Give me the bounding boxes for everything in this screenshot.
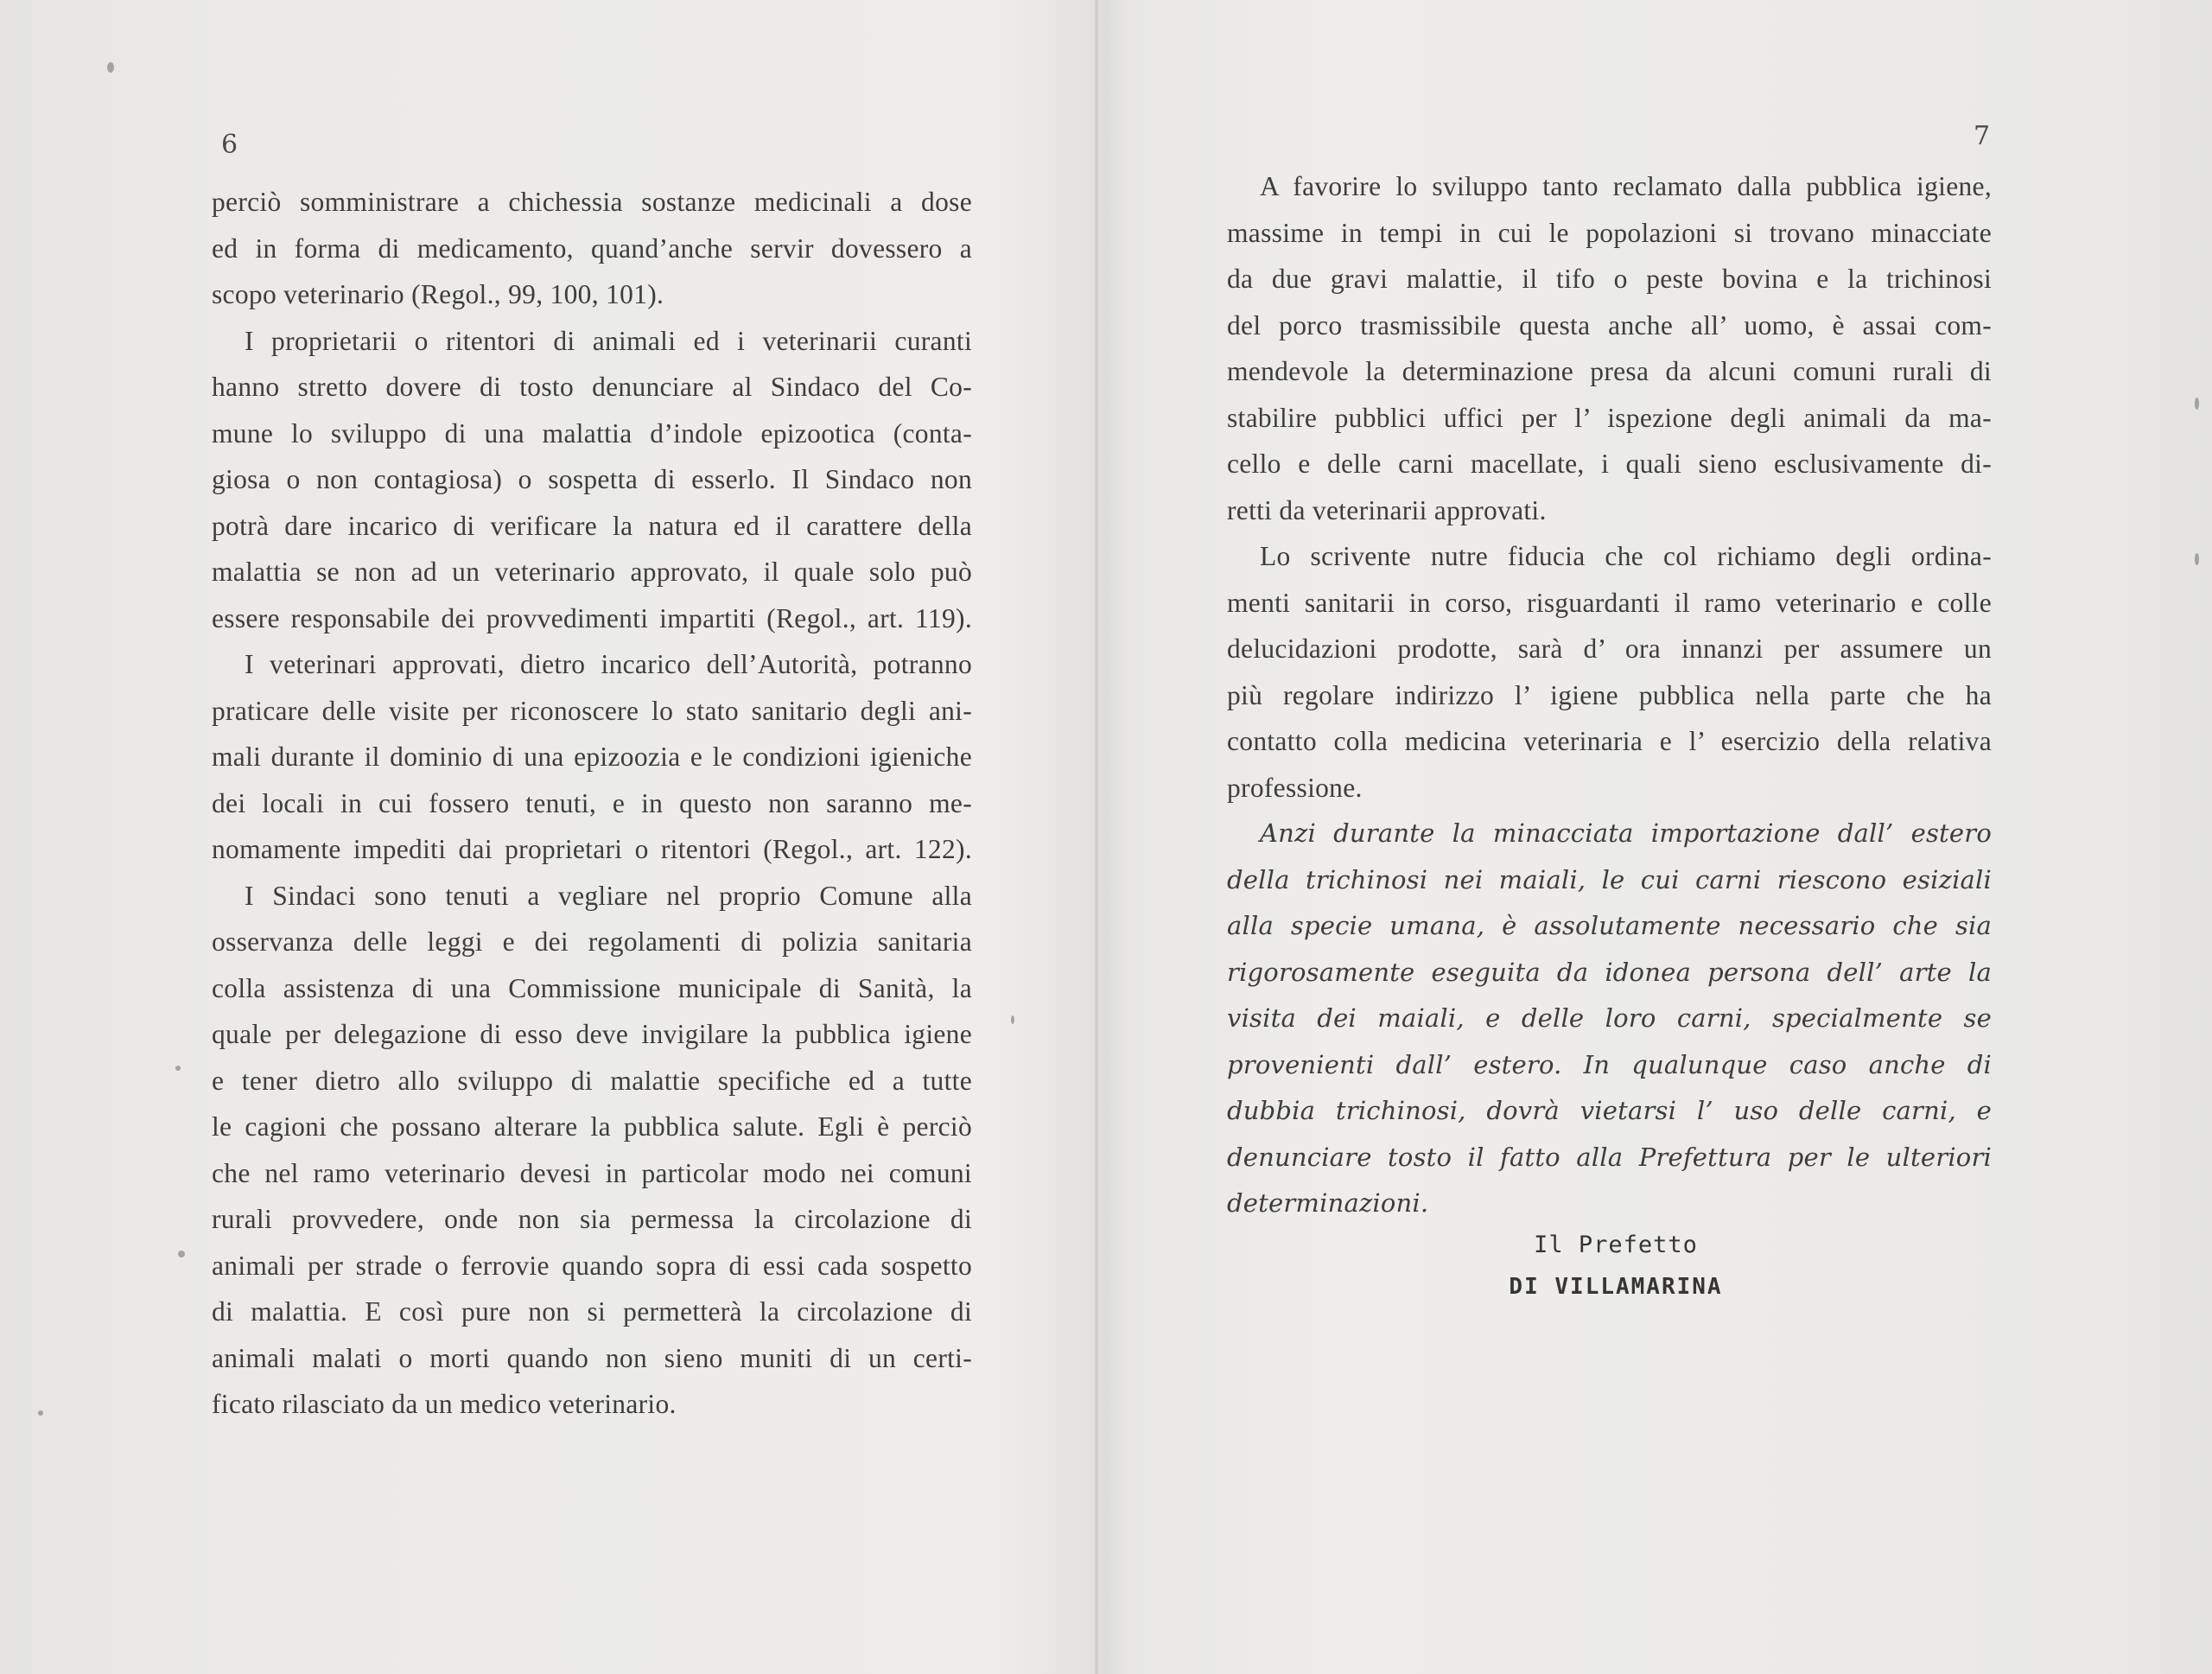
right-text-line: stabilire pubblici uffici per l’ ispezione degli animali da ma-: [1227, 402, 1992, 433]
paper-speck: [175, 1066, 181, 1071]
right-text-line: determinazioni.: [1227, 1188, 1429, 1218]
left-text-line: colla assistenza di una Commissione municipale di Sanità, la: [212, 972, 972, 1003]
left-text-line: ficato rilasciato da un medico veterinario.: [212, 1389, 677, 1419]
left-text-line: animali per strade o ferrovie quando sopra di essi cada sospetto: [212, 1250, 972, 1281]
left-text-line: I Sindaci sono tenuti a vegliare nel proprio Comune alla: [245, 880, 972, 911]
right-text-line: delucidazioni prodotte, sarà d’ ora innanzi per assumere un: [1227, 633, 1992, 664]
left-text-line: nomamente impediti dai proprietari o ritentori (Regol., art. 122).: [212, 834, 972, 864]
paper-speck: [1011, 1015, 1014, 1024]
left-text-line: perciò somministrare a chichessia sostanze medicinali a dose: [212, 187, 972, 217]
left-page-body: [212, 179, 972, 1428]
right-page-number: 7: [1974, 121, 1991, 151]
paper-speck: [38, 1410, 43, 1416]
right-text-line: retti da veterinarii approvati.: [1227, 494, 1547, 525]
right-text-line: rigorosamente eseguita da idonea persona dell’ arte la: [1227, 957, 1992, 987]
left-text-line: scopo veterinario (Regol., 99, 100, 101).: [212, 279, 664, 309]
left-page-number: 6: [221, 130, 238, 160]
signature-title: Il Prefetto: [1534, 1232, 1698, 1258]
left-text-line: potrà dare incarico di verificare la natura ed il carattere della: [212, 510, 972, 541]
left-text-line: mune lo sviluppo di una malattia d’indole epizootica (conta-: [212, 417, 972, 449]
left-text-line: I proprietarii o ritentori di animali ed i veterinarii curanti: [245, 325, 972, 356]
right-text-line: massime in tempi in cui le popolazioni si trovano minacciate: [1227, 217, 1992, 248]
left-text-line: osservanza delle leggi e dei regolamenti di polizia sanitaria: [212, 926, 972, 957]
right-text-line: alla specie umana, è assolutamente necessario che sia: [1227, 911, 1992, 940]
left-text-line: hanno stretto dovere di tosto denunciare al Sindaco del Co-: [212, 372, 972, 402]
left-text-line: che nel ramo veterinario devesi in particolar modo nei comuni: [212, 1157, 972, 1188]
left-text-line: animali malati o morti quando non sieno muniti di un certi-: [212, 1342, 972, 1373]
left-text-line: di malattia. E così pure non si permetterà la circolazione di: [212, 1296, 972, 1327]
right-text-line: contatto colla medicina veterinaria e l’ esercizio della relativa: [1227, 726, 1992, 756]
right-text-line: cello e delle carni macellate, i quali sieno esclusivamente di-: [1227, 449, 1992, 479]
right-text-line: mendevole la determinazione presa da alcuni comuni rurali di: [1227, 356, 1992, 386]
right-text-line: denunciare tosto il fatto alla Prefettura per le ulteriori: [1227, 1142, 1992, 1172]
right-text-line: da due gravi malattie, il tifo o peste bovina e la trichinosi: [1227, 264, 1992, 294]
left-text-line: mali durante il dominio di una epizoozia e le condizioni igieniche: [212, 742, 972, 772]
paper-speck: [2195, 398, 2199, 410]
left-text-line: essere responsabile dei provvedimenti impartiti (Regol., art. 119).: [212, 602, 972, 633]
right-text-line: professione.: [1227, 772, 1363, 803]
left-text-line: le cagioni che possano alterare la pubblica salute. Egli è perciò: [212, 1111, 972, 1142]
left-text-line: rurali provvedere, onde non sia permessa la circolazione di: [212, 1204, 972, 1234]
left-text-line: ed in forma di medicamento, quand’anche servir dovessero a: [212, 232, 972, 264]
left-text-line: praticare delle visite per riconoscere lo stato sanitario degli ani-: [212, 695, 972, 726]
right-text-line: più regolare indirizzo l’ igiene pubblica nella parte che ha: [1227, 679, 1992, 710]
paper-speck: [2195, 553, 2199, 565]
left-text-line: dei locali in cui fossero tenuti, e in questo non saranno me-: [212, 787, 972, 818]
left-text-line: giosa o non contagiosa) o sospetta di esserlo. Il Sindaco non: [212, 464, 972, 494]
right-text-line: dubbia trichinosi, dovrà vietarsi l’ uso delle carni, e: [1227, 1096, 1992, 1125]
left-text-line: quale per delegazione di esso deve invigilare la pubblica igiene: [212, 1019, 972, 1049]
left-text-line: malattia se non ad un veterinario approvato, il quale solo può: [212, 557, 972, 587]
right-text-line: del porco trasmissibile questa anche all’ uomo, è assai com-: [1227, 309, 1992, 341]
right-text-line: visita dei maiali, e delle loro carni, specialmente se: [1227, 1003, 1992, 1033]
left-text-line: e tener dietro allo sviluppo di malattie specifiche ed a tutte: [212, 1065, 972, 1096]
left-text-line: I veterinari approvati, dietro incarico dell’Autorità, potranno: [245, 649, 972, 679]
paper-speck: [107, 62, 114, 73]
right-text-line: Anzi durante la minacciata importazione dall’ estero: [1260, 818, 1992, 848]
right-text-line: A favorire lo sviluppo tanto reclamato dalla pubblica igiene,: [1260, 171, 1992, 201]
right-text-line: della trichinosi nei maiali, le cui carni riescono esiziali: [1227, 864, 1992, 894]
paper-speck: [178, 1251, 185, 1257]
right-text-line: Lo scrivente nutre fiducia che col richiamo degli ordina-: [1260, 541, 1992, 571]
right-text-line: menti sanitarii in corso, risguardanti il ramo veterinario e colle: [1227, 587, 1992, 618]
right-text-line: provenienti dall’ estero. In qualunque caso anche di: [1227, 1049, 1992, 1079]
signature-name: DI VILLAMARINA: [1509, 1274, 1723, 1300]
right-page-body: [1227, 163, 1992, 1227]
